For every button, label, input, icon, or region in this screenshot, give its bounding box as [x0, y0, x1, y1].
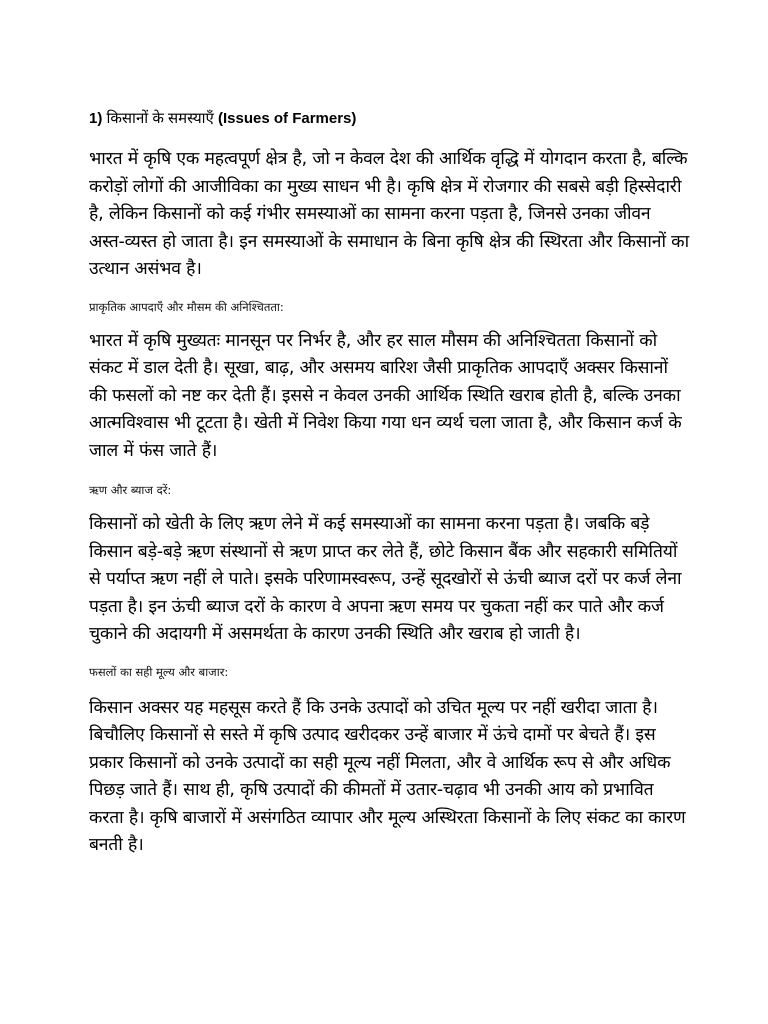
subheading-natural-disasters: प्राकृतिक आपदाएँ और मौसम की अनिश्चितता:	[89, 299, 284, 314]
document-page	[89, 108, 689, 860]
paragraph-crop-price-market: किसान अक्सर यह महसूस करते हैं कि उनके उत्पादों को उचित मूल्य पर नहीं खरीदा जाता है। बिचौलिए किसानों से सस्ते में कृषि उत्पाद खरीदकर उन्हें बाजार में ऊंचे दामों पर बेचते हैं। इस प्रकार किसानों को उनके उत्पादों का सही मूल्य नहीं मिलता, और वे आर्थिक रूप से और अधिक पिछड़ जाते हैं। साथ ही, कृषि उत्पादों की कीमतों में उतार-चढ़ाव भी उनकी आय को प्रभावित करता है। कृषि बाजारों में असंगठित व्यापार और मूल्य अस्थिरता किसानों के लिए संकट का कारण बनती है।	[89, 697, 686, 855]
subheading-crop-price-market: फसलों का सही मूल्य और बाजार:	[89, 664, 229, 679]
heading-hindi: किसानों के समस्याएँ	[106, 110, 214, 127]
paragraph-natural-disasters: भारत में कृषि मुख्यतः मानसून पर निर्भर है, और हर साल मौसम की अनिश्चितता किसानों को संकट में डाल देती है। सूखा, बाढ़, और असमय बारिश जैसी प्राकृतिक आपदाएँ अक्सर किसानों की फसलों को नष्ट कर देती हैं। इससे न केवल उनकी आर्थिक स्थिति खराब होती है, बल्कि उनका आत्मविश्वास भी टूटता है। खेती में निवेश किया गया धन व्यर्थ चला जाता है, और किसान कर्ज के जाल में फंस जाते हैं।	[89, 330, 682, 461]
heading-english: (Issues of Farmers)	[218, 110, 357, 127]
section-heading	[89, 108, 689, 130]
subheading-loans-interest: ऋण और ब्याज दरें:	[89, 483, 172, 497]
paragraph-loans-interest: किसानों को खेती के लिए ऋण लेने में कई समस्याओं का सामना करना पड़ता है। जबकि बड़े किसान बड़े-बड़े ऋण संस्थानों से ऋण प्राप्त कर लेते हैं, छोटे किसान बैंक और सहकारी समितियों से पर्याप्त ऋण नहीं ले पाते। इसके परिणामस्वरूप, उन्हें सूदखोरों से ऊंची ब्याज दरों पर कर्ज लेना पड़ता है। इन ऊंची ब्याज दरों के कारण वे अपना ऋण समय पर चुकता नहीं कर पाते और कर्ज चुकाने की अदायगी में असमर्थता के कारण उनकी स्थिति और खराब हो जाती है।	[89, 514, 682, 644]
heading-number: 1)	[89, 110, 103, 127]
intro-paragraph: भारत में कृषि एक महत्वपूर्ण क्षेत्र है, जो न केवल देश की आर्थिक वृद्धि में योगदान करता है, बल्कि करोड़ों लोगों की आजीविका का मुख्य साधन भी है। कृषि क्षेत्र में रोजगार की सबसे बड़ी हिस्सेदारी है, लेकिन किसानों को कई गंभीर समस्याओं का सामना करना पड़ता है, जिनसे उनका जीवन अस्त-व्यस्त हो जाता है। इन समस्याओं के समाधान के बिना कृषि क्षेत्र की स्थिरता और किसानों का उत्थान असंभव है।	[89, 149, 689, 279]
